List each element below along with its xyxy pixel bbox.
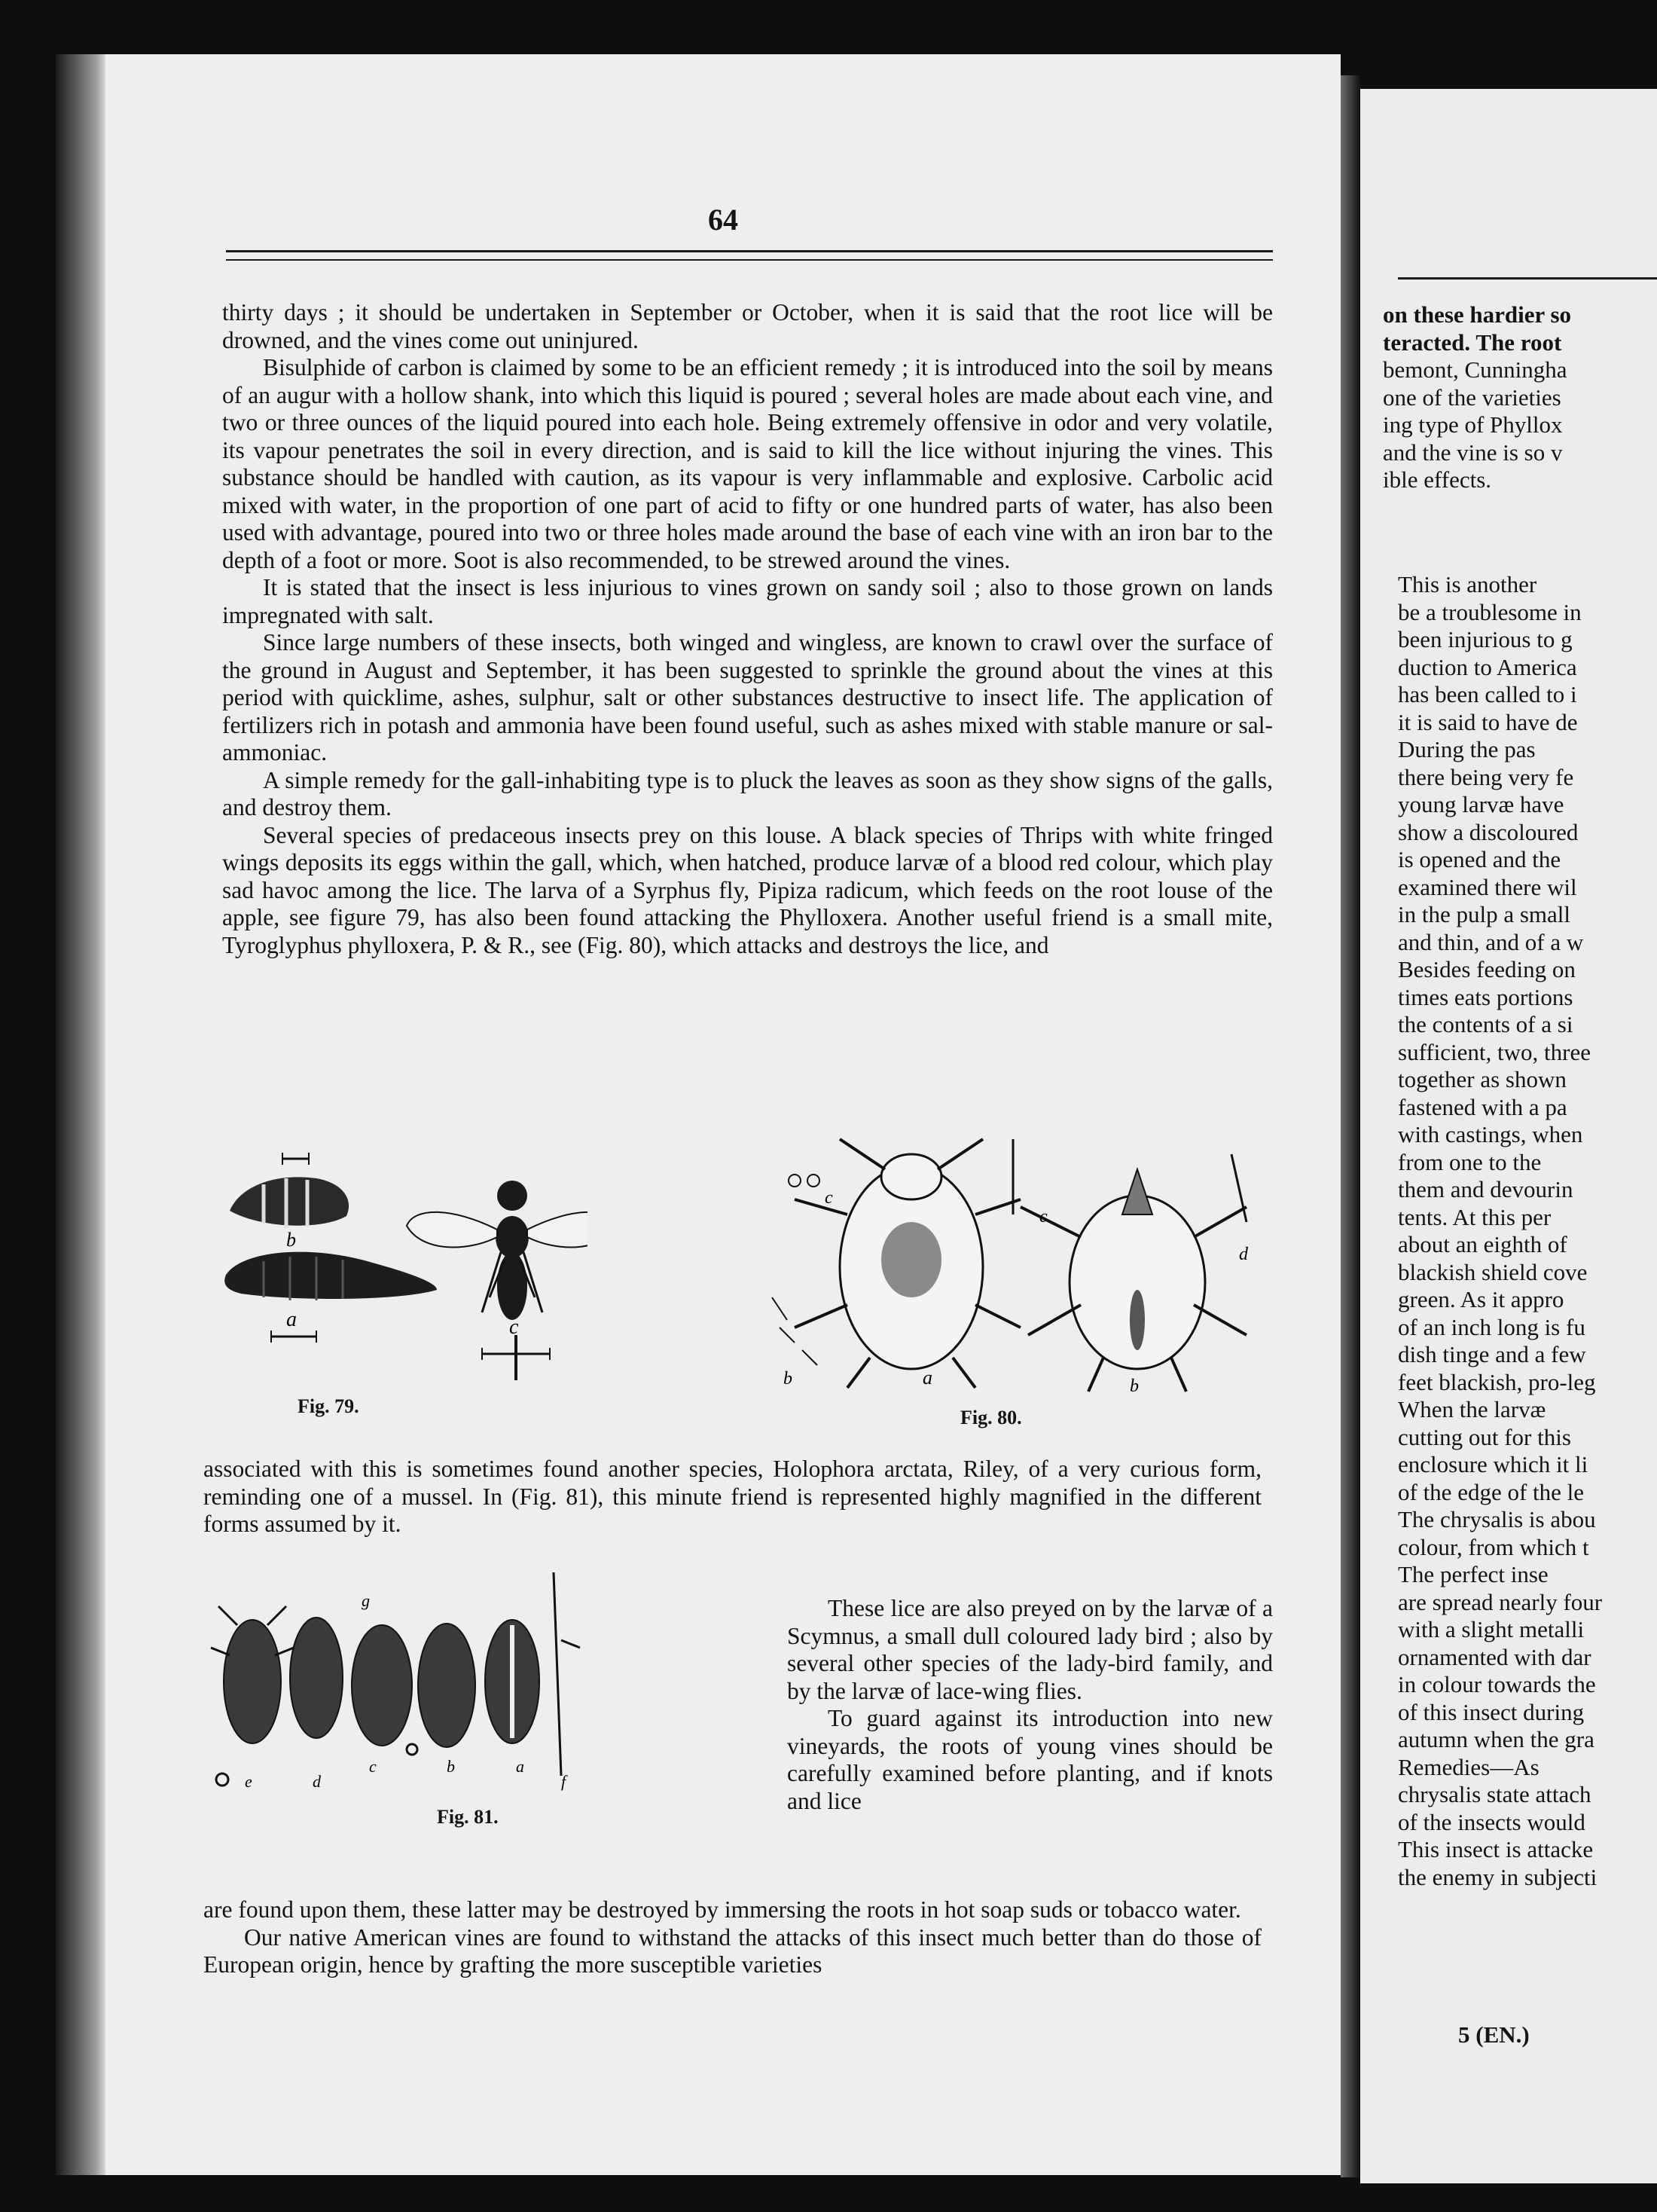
right-text-line: with a slight metalli — [1398, 1616, 1585, 1642]
right-text-line: with castings, when — [1398, 1121, 1583, 1147]
fig81-caption: Fig. 81. — [437, 1806, 499, 1828]
signature-mark: 5 (EN.) — [1458, 2021, 1530, 2048]
page-number: 64 — [708, 203, 738, 237]
header-rule-top — [226, 250, 1273, 252]
right-text-line: examined there wil — [1398, 873, 1577, 900]
right-text-line: one of the varieties — [1383, 383, 1561, 411]
right-text-line: the contents of a si — [1398, 1011, 1573, 1037]
right-text-line: teracted. The root — [1383, 328, 1562, 356]
right-text-line: This is another — [1398, 571, 1537, 597]
right-text-line: When the larvæ — [1398, 1396, 1546, 1422]
fig80-letter: d — [1239, 1245, 1248, 1264]
paragraph: Our native American vines are found to withstand the attacks of this insect much better than do those of European origin, hence by grafting the more susceptible varieties — [203, 1923, 1262, 1978]
right-text-line: of an inch long is fu — [1398, 1313, 1585, 1340]
right-text-line: blackish shield cove — [1398, 1258, 1588, 1285]
right-text-line: in the pulp a small — [1398, 901, 1571, 927]
fig79-caption: Fig. 79. — [298, 1395, 359, 1417]
paragraph: associated with this is sometimes found another species, Holophora arctata, Riley, of a very curious form, reminding one of a mussel. In (Fig. 81), this minute friend is represented highly magnified in the different forms assumed by it. — [203, 1456, 1262, 1537]
fig81-letter: d — [313, 1772, 321, 1791]
body-text-block-4 — [203, 1896, 1262, 1979]
figure-80 — [749, 1124, 1262, 1395]
right-text-line: young larvæ have — [1398, 791, 1564, 817]
paragraph: These lice are also preyed on by the larvæ of a Scymnus, a small dull coloured lady bird ; also by several other species of the lady-bird family, and by the larvæ of lace-wing flies. — [787, 1595, 1273, 1704]
mite-ventral-drawing — [1013, 1139, 1247, 1392]
right-text-line: fastened with a pa — [1398, 1093, 1567, 1120]
right-text-top — [1383, 301, 1571, 494]
right-text-line: on these hardier so — [1383, 301, 1572, 328]
pupa-drawing-top — [230, 1153, 349, 1228]
right-text-line: Besides feeding on — [1398, 956, 1576, 982]
right-text-line: During the pas — [1398, 736, 1536, 762]
right-text-line: feet blackish, pro-leg — [1398, 1368, 1596, 1395]
larva-drawing — [224, 1252, 437, 1300]
right-text-line: tents. At this per — [1398, 1203, 1552, 1230]
figure-81 — [207, 1565, 584, 1806]
right-text-line: colour, from which t — [1398, 1533, 1589, 1560]
right-text-line: and thin, and of a w — [1398, 928, 1584, 955]
right-text-line: be a troublesome in — [1398, 598, 1582, 625]
right-text-line: ing type of Phyllox — [1383, 411, 1563, 438]
fig80-letter: b — [783, 1369, 792, 1389]
right-text-line: Remedies—As — [1398, 1753, 1540, 1780]
right-text-line: of the edge of the le — [1398, 1478, 1585, 1505]
right-text-line: The perfect inse — [1398, 1561, 1549, 1587]
fig79-letter: b — [286, 1229, 296, 1251]
fig80-letter: b — [1130, 1376, 1139, 1395]
right-text-line: bemont, Cunningha — [1383, 356, 1567, 383]
right-text-line: about an eighth of — [1398, 1231, 1567, 1257]
mite-dorsal-drawing — [772, 1139, 1021, 1388]
fig81-letter: f — [561, 1772, 566, 1791]
right-text-line: and the vine is so v — [1383, 438, 1563, 466]
fig81-letter: e — [245, 1772, 252, 1791]
fig80-letter: c — [825, 1188, 833, 1208]
left-page — [105, 54, 1341, 2175]
fig80-letter: a — [923, 1367, 932, 1389]
fig81-letter: b — [447, 1757, 455, 1776]
paragraph: It is stated that the insect is less injurious to vines grown on sandy soil ; also to those grown on lands impregnated with salt. — [222, 574, 1273, 628]
fig81-letter: c — [369, 1757, 377, 1776]
right-text-line: cutting out for this — [1398, 1423, 1571, 1450]
paragraph: A simple remedy for the gall-inhabiting type is to pluck the leaves as soon as they show signs of the galls, and destroy them. — [222, 766, 1273, 820]
right-text-line: sufficient, two, three — [1398, 1038, 1591, 1065]
right-text-line: times eats portions — [1398, 983, 1573, 1010]
right-text-line: of the insects would — [1398, 1808, 1585, 1835]
right-text-line: The chrysalis is abou — [1398, 1506, 1596, 1532]
right-text-line: in colour towards the — [1398, 1671, 1596, 1697]
right-text-main — [1398, 571, 1602, 1891]
right-text-line: ible effects. — [1383, 466, 1492, 493]
paragraph: Since large numbers of these insects, both winged and wingless, are known to crawl over the surface of the ground in August and September, it has been suggested to sprinkle the ground about the vines at this period with quicklime, ashes, sulphur, salt or other substances destructive to insect life. The application of fertilizers rich in potash and ammonia have been found useful, such as ashes mixed with stable manure or sal-ammoniac. — [222, 629, 1273, 765]
book-edge-shadow — [56, 54, 105, 2175]
fig79-letter: a — [286, 1308, 297, 1331]
fig80-caption: Fig. 80. — [960, 1407, 1022, 1428]
header-rule-bottom — [226, 259, 1273, 261]
fig81-letter: a — [516, 1757, 524, 1776]
right-text-line: there being very fe — [1398, 763, 1574, 790]
right-text-line: together as shown — [1398, 1066, 1567, 1092]
right-text-line: green. As it appro — [1398, 1286, 1564, 1312]
body-text-block-2 — [203, 1456, 1262, 1538]
right-header-rule — [1398, 277, 1657, 280]
right-text-line: from one to the — [1398, 1148, 1542, 1175]
paragraph: Bisulphide of carbon is claimed by some to be an efficient remedy ; it is introduced into the soil by means of an augur with a hollow shank, into which this liquid is poured ; several holes are made about each vine, and two or three ounces of the liquid poured into each hole. Being extremely offensive in odor and very volatile, its vapour penetrates the soil in every direction, and is said to kill the lice without injuring the vines. This substance should be handled with caution, as its vapour is very inflammable and explosive. Carbolic acid mixed with water, in the proportion of one part of acid to fifty or one hundred parts of water, has also been used with advantage, poured into two or three holes made around the base of each vine with an iron bar to the depth of a foot or more. Soot is also recommended, to be strewed around the vines. — [222, 354, 1273, 573]
fig81-letter: g — [362, 1591, 370, 1610]
right-text-line: duction to America — [1398, 653, 1577, 680]
right-text-line: dish tinge and a few — [1398, 1341, 1586, 1367]
body-text-block-1 — [222, 299, 1273, 959]
right-text-line: chrysalis state attach — [1398, 1781, 1591, 1807]
right-text-line: has been called to i — [1398, 681, 1577, 707]
paragraph: thirty days ; it should be undertaken in September or October, when it is said that the root lice will be drowned, and the vines come out uninjured. — [222, 299, 1273, 353]
right-text-line: them and devourin — [1398, 1176, 1573, 1202]
right-text-line: been injurious to g — [1398, 626, 1573, 652]
right-text-line: autumn when the gra — [1398, 1726, 1594, 1752]
right-text-line: enclosure which it li — [1398, 1451, 1588, 1477]
right-text-line: This insect is attacke — [1398, 1836, 1594, 1862]
paragraph: Several species of predaceous insects prey on this louse. A black species of Thrips with white fringed wings deposits its eggs within the gall, which, when hatched, produce larvæ of a blood red colour, which play sad havoc among the lice. The larva of a Syrphus fly, Pipiza radicum, which feeds on the root louse of the apple, see figure 79, has also been found attacking the Phylloxera. Another useful friend is a small mite, Tyroglyphus phylloxera, P. & R., see (Fig. 80), which attacks and destroys the lice, and — [222, 821, 1273, 958]
figure-79 — [211, 1139, 587, 1388]
body-text-block-3 — [787, 1595, 1273, 1815]
fig80-letter: c — [1039, 1207, 1048, 1227]
right-page — [1360, 89, 1657, 2183]
right-text-line: ornamented with dar — [1398, 1643, 1591, 1670]
syrphus-fly-drawing — [407, 1181, 587, 1320]
fig79-letter: c — [509, 1315, 519, 1339]
book-gutter — [1341, 75, 1360, 2177]
right-text-line: is opened and the — [1398, 846, 1561, 872]
right-text-line: of this insect during — [1398, 1698, 1585, 1725]
paragraph: are found upon them, these latter may be destroyed by immersing the roots in hot soap suds or tobacco water. — [203, 1896, 1241, 1923]
right-text-line: show a discoloured — [1398, 818, 1579, 845]
right-text-line: it is said to have de — [1398, 708, 1578, 735]
right-text-line: the enemy in subjecti — [1398, 1863, 1597, 1890]
right-text-line: are spread nearly four — [1398, 1588, 1603, 1615]
holophora-forms-drawing — [224, 1618, 539, 1747]
paragraph: To guard against its introduction into new vineyards, the roots of young vines should be carefully examined before planting, and if knots and lice — [787, 1705, 1273, 1814]
